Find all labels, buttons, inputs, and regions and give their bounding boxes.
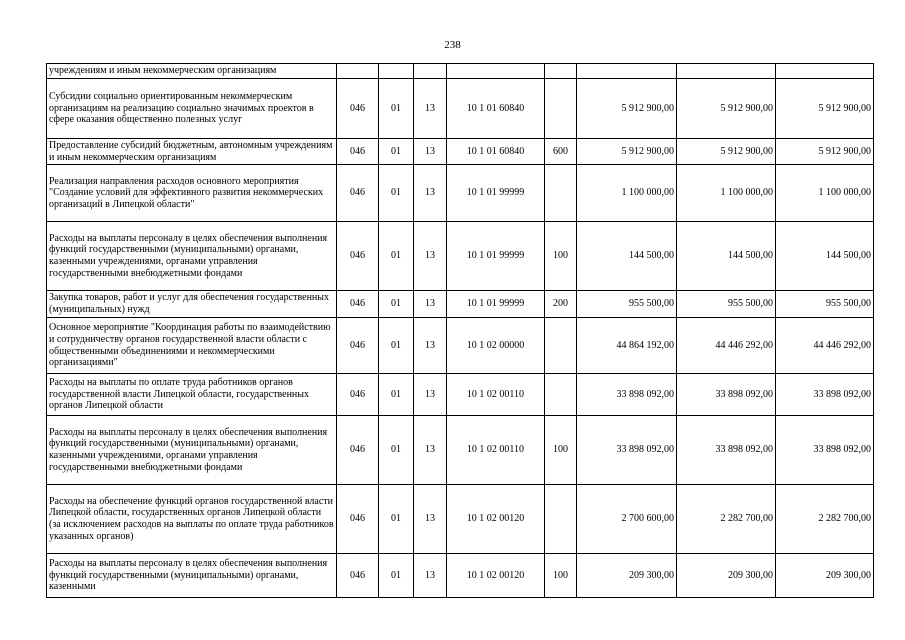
amount-year-3: 144 500,00 — [776, 222, 874, 291]
amount-year-2: 33 898 092,00 — [677, 374, 776, 416]
ministry-code: 046 — [337, 165, 379, 222]
table-row — [47, 554, 874, 598]
target-article-code: 10 1 01 99999 — [447, 291, 545, 318]
expense-type-code — [545, 374, 577, 416]
budget-table — [46, 63, 874, 598]
amount-year-1: 2 700 600,00 — [577, 485, 677, 554]
section-code: 01 — [379, 416, 414, 485]
row-name: Расходы на выплаты по оплате труда работников органов государственной власти Липецкой области, государственных органов Липецкой области — [47, 374, 337, 416]
table-row — [47, 79, 874, 139]
ministry-code: 046 — [337, 139, 379, 165]
ministry-code: 046 — [337, 485, 379, 554]
expense-type-code — [545, 79, 577, 139]
expense-type-code — [545, 318, 577, 374]
amount-year-1: 5 912 900,00 — [577, 139, 677, 165]
subsection-code: 13 — [414, 318, 447, 374]
subsection-code: 13 — [414, 291, 447, 318]
row-name: Закупка товаров, работ и услуг для обеспечения государственных (муниципальных) нужд — [47, 291, 337, 318]
table-row — [47, 222, 874, 291]
expense-type-code: 100 — [545, 416, 577, 485]
target-article-code: 10 1 02 00110 — [447, 374, 545, 416]
section-code — [379, 64, 414, 79]
subsection-code: 13 — [414, 416, 447, 485]
row-name: Расходы на выплаты персоналу в целях обеспечения выполнения функций государственными (муниципальными) органами, казенными учреждениями, органами управления государственными внебюджетными фондами — [47, 416, 337, 485]
subsection-code: 13 — [414, 222, 447, 291]
target-article-code: 10 1 01 60840 — [447, 79, 545, 139]
row-name: Основное мероприятие "Координация работы по взаимодействию и сотрудничеству органов государственной власти области с общественными объединениями и некоммерческими организациями" — [47, 318, 337, 374]
page-number: 238 — [444, 39, 461, 51]
amount-year-3: 33 898 092,00 — [776, 374, 874, 416]
amount-year-2: 1 100 000,00 — [677, 165, 776, 222]
amount-year-3: 5 912 900,00 — [776, 139, 874, 165]
row-name: Расходы на выплаты персоналу в целях обеспечения выполнения функций государственными (муниципальными) органами, казенными учреждениями, органами управления государственными внебюджетными фондами — [47, 222, 337, 291]
amount-year-3: 955 500,00 — [776, 291, 874, 318]
row-name: Расходы на выплаты персоналу в целях обеспечения выполнения функций государственными (муниципальными) органами, казенными — [47, 554, 337, 598]
amount-year-3: 2 282 700,00 — [776, 485, 874, 554]
amount-year-2: 209 300,00 — [677, 554, 776, 598]
target-article-code: 10 1 01 99999 — [447, 222, 545, 291]
amount-year-2: 955 500,00 — [677, 291, 776, 318]
subsection-code: 13 — [414, 165, 447, 222]
target-article-code: 10 1 01 99999 — [447, 165, 545, 222]
amount-year-1: 33 898 092,00 — [577, 374, 677, 416]
row-name: Субсидии социально ориентированным некоммерческим организациям на реализацию социально значимых проектов в сфере оказания общественно полезных услуг — [47, 79, 337, 139]
row-name: Реализация направления расходов основного мероприятия "Создание условий для эффективного развития некоммерческих организаций в Липецкой области" — [47, 165, 337, 222]
expense-type-code: 100 — [545, 222, 577, 291]
table-row — [47, 64, 874, 79]
ministry-code: 046 — [337, 79, 379, 139]
ministry-code: 046 — [337, 374, 379, 416]
amount-year-2: 2 282 700,00 — [677, 485, 776, 554]
amount-year-1: 209 300,00 — [577, 554, 677, 598]
section-code: 01 — [379, 79, 414, 139]
ministry-code: 046 — [337, 416, 379, 485]
section-code: 01 — [379, 139, 414, 165]
section-code: 01 — [379, 485, 414, 554]
section-code: 01 — [379, 165, 414, 222]
amount-year-1: 5 912 900,00 — [577, 79, 677, 139]
amount-year-1: 144 500,00 — [577, 222, 677, 291]
target-article-code: 10 1 02 00110 — [447, 416, 545, 485]
ministry-code: 046 — [337, 291, 379, 318]
amount-year-1: 955 500,00 — [577, 291, 677, 318]
table-row — [47, 416, 874, 485]
amount-year-2: 144 500,00 — [677, 222, 776, 291]
amount-year-2: 44 446 292,00 — [677, 318, 776, 374]
ministry-code: 046 — [337, 318, 379, 374]
amount-year-3: 1 100 000,00 — [776, 165, 874, 222]
target-article-code: 10 1 01 60840 — [447, 139, 545, 165]
ministry-code — [337, 64, 379, 79]
section-code: 01 — [379, 554, 414, 598]
expense-type-code — [545, 64, 577, 79]
table-row — [47, 318, 874, 374]
section-code: 01 — [379, 374, 414, 416]
table-row — [47, 291, 874, 318]
target-article-code: 10 1 02 00120 — [447, 485, 545, 554]
subsection-code: 13 — [414, 139, 447, 165]
table-row — [47, 485, 874, 554]
row-name: Расходы на обеспечение функций органов государственной власти Липецкой области, государственных органов Липецкой области (за исключением расходов на выплаты по оплате труда работников указанных органов) — [47, 485, 337, 554]
table-row — [47, 374, 874, 416]
amount-year-2: 5 912 900,00 — [677, 79, 776, 139]
ministry-code: 046 — [337, 222, 379, 291]
target-article-code: 10 1 02 00000 — [447, 318, 545, 374]
amount-year-3: 33 898 092,00 — [776, 416, 874, 485]
amount-year-1: 1 100 000,00 — [577, 165, 677, 222]
expense-type-code — [545, 485, 577, 554]
section-code: 01 — [379, 222, 414, 291]
amount-year-3: 209 300,00 — [776, 554, 874, 598]
amount-year-2 — [677, 64, 776, 79]
amount-year-1: 33 898 092,00 — [577, 416, 677, 485]
subsection-code: 13 — [414, 485, 447, 554]
subsection-code: 13 — [414, 79, 447, 139]
amount-year-3: 44 446 292,00 — [776, 318, 874, 374]
expense-type-code: 600 — [545, 139, 577, 165]
amount-year-2: 5 912 900,00 — [677, 139, 776, 165]
amount-year-1: 44 864 192,00 — [577, 318, 677, 374]
amount-year-1 — [577, 64, 677, 79]
section-code: 01 — [379, 291, 414, 318]
expense-type-code: 200 — [545, 291, 577, 318]
table-row — [47, 165, 874, 222]
amount-year-3: 5 912 900,00 — [776, 79, 874, 139]
subsection-code: 13 — [414, 374, 447, 416]
subsection-code — [414, 64, 447, 79]
target-article-code — [447, 64, 545, 79]
amount-year-2: 33 898 092,00 — [677, 416, 776, 485]
target-article-code: 10 1 02 00120 — [447, 554, 545, 598]
section-code: 01 — [379, 318, 414, 374]
row-name: учреждениям и иным некоммерческим организациям — [47, 64, 337, 79]
ministry-code: 046 — [337, 554, 379, 598]
table-row — [47, 139, 874, 165]
expense-type-code — [545, 165, 577, 222]
amount-year-3 — [776, 64, 874, 79]
subsection-code: 13 — [414, 554, 447, 598]
expense-type-code: 100 — [545, 554, 577, 598]
row-name: Предоставление субсидий бюджетным, автономным учреждениям и иным некоммерческим организациям — [47, 139, 337, 165]
